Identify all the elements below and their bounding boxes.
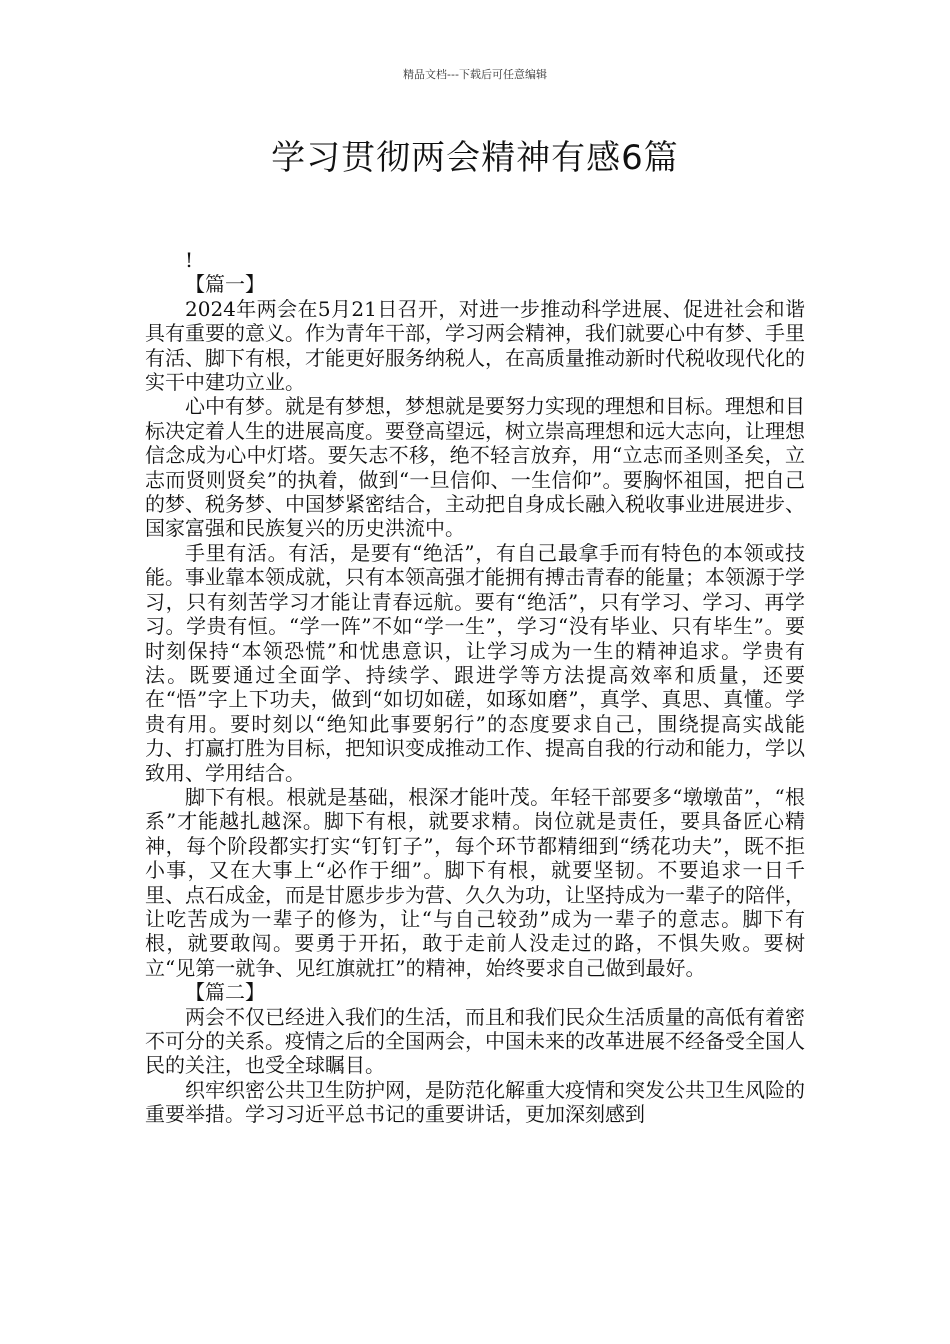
page-title: 学习贯彻两会精神有感6篇 (271, 138, 679, 178)
document-body (145, 248, 805, 1127)
stray-mark: ! (185, 248, 194, 272)
paragraph: 2024年两会在5月21日召开，对进一步推动科学进展、促进社会和谐具有重要的意义。作为青年干部，学习两会精神，我们就要心中有梦、手里有活、脚下有根，才能更好服务纳税人，在高质量推动新时代税收现代化的实干中建功立业。 (145, 296, 805, 395)
paragraph: 脚下有根。根就是基础，根深才能叶茂。年轻干部要多“墩墩苗”，“根系”才能越扎越深。脚下有根，就要求精。岗位就是责任，要具备匠心精神，每个阶段都实打实“钉钉子”，每个环节都精细到“绣花功夫”，既不拒小事，又在大事上“必作于细”。脚下有根，就要坚韧。不要追求一日千里、点石成金，而是甘愿步步为营、久久为功，让坚持成为一辈子的陪伴，让吃苦成为一辈子的修为，让“与自己较劲”成为一辈子的意志。脚下有根，就要敢闯。要勇于开拓，敢于走前人没走过的路，不惧失败。要树立“见第一就争、见红旗就扛”的精神，始终要求自己做到最好。 (145, 784, 805, 980)
paragraph: 两会不仅已经进入我们的生活，而且和我们民众生活质量的高低有着密不可分的关系。疫情之后的全国两会，中国未来的改革进展不经备受全国人民的关注，也受全球瞩目。 (145, 1004, 805, 1078)
header-note: 精品文档---下载后可任意编辑 (403, 68, 547, 81)
section-label-1: 【篇一】 (185, 272, 265, 297)
section-label-2: 【篇二】 (185, 980, 265, 1005)
paragraph: 织牢织密公共卫生防护网，是防范化解重大疫情和突发公共卫生风险的重要举措。学习习近平总书记的重要讲话，更加深刻感到 (145, 1077, 805, 1127)
paragraph: 心中有梦。就是有梦想，梦想就是要努力实现的理想和目标。理想和目标决定着人生的进展高度。要登高望远，树立崇高理想和远大志向，让理想信念成为心中灯塔。要矢志不移，绝不轻言放弃，用“立志而圣则圣矣，立志而贤则贤矣”的执着，做到“一旦信仰、一生信仰”。要胸怀祖国，把自己的梦、税务梦、中国梦紧密结合，主动把自身成长融入税收事业进展进步、国家富强和民族复兴的历史洪流中。 (145, 394, 805, 541)
paragraph: 手里有活。有活，是要有“绝活”，有自己最拿手而有特色的本领或技能。事业靠本领成就，只有本领高强才能拥有搏击青春的能量；本领源于学习，只有刻苦学习才能让青春远航。要有“绝活”，只有学习、学习、再学习。学贵有恒。“学一阵”不如“学一生”，学习“没有毕业、只有毕生”。要时刻保持“本领恐慌”和忧患意识，让学习成为一生的精神追求。学贵有法。既要通过全面学、持续学、跟进学等方法提高效率和质量，还要在“悟”字上下功夫，做到“如切如磋，如琢如磨”，真学、真思、真懂。学贵有用。要时刻以“绝知此事要躬行”的态度要求自己，围绕提高实战能力、打赢打胜为目标，把知识变成推动工作、提高自我的行动和能力，学以致用、学用结合。 (145, 540, 805, 785)
